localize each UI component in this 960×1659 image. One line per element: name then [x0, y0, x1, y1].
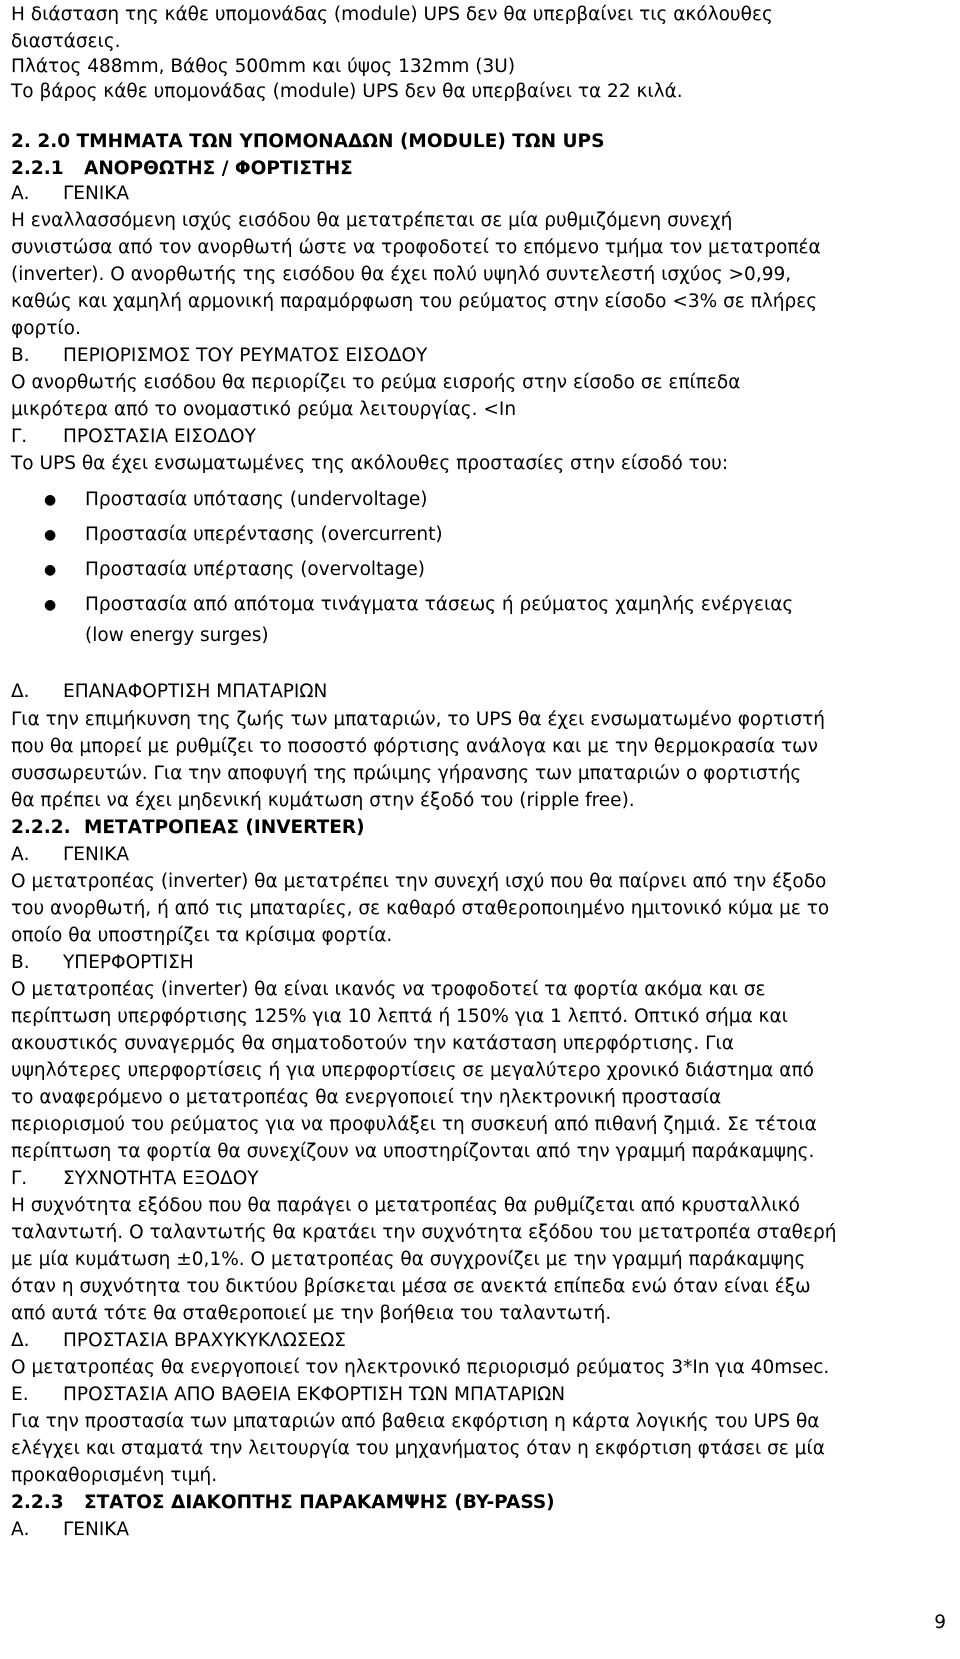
paragraph-line: Η εναλλασσόμενη ισχύς εισόδου θα μετατρέπεται σε μία ρυθμιζόμενη συνεχή: [11, 210, 733, 231]
subheading-label: Γ.: [11, 426, 28, 447]
paragraph-line: από αυτά τότε θα σταθεροποιεί με την βοήθεια του ταλαντωτή.: [11, 1303, 612, 1324]
paragraph-line: συνιστώσα από τον ανορθωτή ώστε να τροφοδοτεί το επόμενο τμήμα τον μετατροπέα: [11, 237, 821, 258]
paragraph-line: ταλαντωτή. Ο ταλαντωτής θα κρατάει την συχνότητα εξόδου του μετατροπέα σταθερή: [11, 1222, 837, 1243]
subheading-title: ΠΕΡΙΟΡΙΣΜΟΣ ΤΟΥ ΡΕΥΜΑΤΟΣ ΕΙΣΟΔΟΥ: [63, 345, 428, 366]
section-title: ΑΝΟΡΘΩΤΗΣ / ΦΟΡΤΙΣΤΗΣ: [84, 158, 353, 179]
bullet-icon: ●: [44, 597, 57, 613]
paragraph-line: περίπτωση τα φορτία θα συνεχίζουν να υποστηρίζονται από την γραμμή παράκαμψης.: [11, 1141, 815, 1162]
subheading-label: Γ.: [11, 1168, 28, 1189]
subheading-input-protection: [11, 426, 256, 448]
subheading-label: Α.: [11, 183, 30, 204]
paragraph-line: Ο μετατροπέας (inverter) θα είναι ικανός να τροφοδοτεί τα φορτία ακόμα και σε: [11, 979, 766, 1000]
list-item: Προστασία υπότασης (undervoltage): [85, 489, 428, 510]
section-heading-rectifier: [11, 158, 353, 180]
section-number: 2.2.3: [11, 1492, 64, 1513]
paragraph-line: όταν η συχνότητα του δικτύου βρίσκεται μέσα σε ανεκτά επίπεδα ενώ όταν είναι έξω: [11, 1276, 811, 1297]
list-item: Προστασία υπερέντασης (overcurrent): [85, 524, 443, 545]
subheading-label: Α.: [11, 1519, 30, 1540]
subheading-title: ΕΠΑΝΑΦΟΡΤΙΣΗ ΜΠΑΤΑΡΙΩΝ: [63, 681, 328, 702]
subheading-output-frequency: [11, 1168, 259, 1190]
paragraph-line: ακουστικός συναγερμός θα σηματοδοτούν την κατάσταση υπερφόρτισης. Για: [11, 1033, 734, 1054]
paragraph-line: καθώς και χαμηλή αρμονική παραμόρφωση του ρεύματος στην είσοδο <3% σε πλήρες: [11, 291, 818, 312]
subheading-label: Β.: [11, 952, 30, 973]
intro-line-4: Το βάρος κάθε υπομονάδας (module) UPS δεν θα υπερβαίνει τα 22 κιλά.: [11, 81, 683, 102]
subheading-overload: [11, 952, 194, 974]
intro-line-3: Πλάτος 488mm, Βάθος 500mm και ύψος 132mm (3U): [11, 56, 516, 77]
section-number: 2.2.1: [11, 158, 64, 179]
section-title: ΣΤΑΤΟΣ ΔΙΑΚΟΠΤΗΣ ΠΑΡΑΚΑΜΨΗΣ (BY-PASS): [84, 1492, 555, 1513]
subheading-title: ΠΡΟΣΤΑΣΙΑ ΑΠΟ ΒΑΘΕΙΑ ΕΚΦΟΡΤΙΣΗ ΤΩΝ ΜΠΑΤΑΡΙΩΝ: [63, 1384, 566, 1405]
subheading-title: ΠΡΟΣΤΑΣΙΑ ΕΙΣΟΔΟΥ: [63, 426, 256, 447]
paragraph-line: περίπτωση υπερφόρτισης 125% για 10 λεπτά ή 150% για 1 λεπτό. Οπτικό σήμα και: [11, 1006, 788, 1027]
subheading-title: ΓΕΝΙΚΑ: [63, 1519, 130, 1540]
paragraph-line: το αναφερόμενο ο μετατροπέας θα ενεργοποιεί την ηλεκτρονική προστασία: [11, 1087, 722, 1108]
subheading-title: ΓΕΝΙΚΑ: [63, 183, 130, 204]
paragraph-line: θα πρέπει να έχει μηδενική κυμάτωση στην έξοδό του (ripple free).: [11, 790, 635, 811]
subheading-label: Δ.: [11, 681, 30, 702]
subheading-title: ΓΕΝΙΚΑ: [63, 844, 130, 865]
paragraph-line: με μία κυμάτωση ±0,1%. Ο μετατροπέας θα συγχρονίζει με την γραμμή παράκαμψης: [11, 1249, 806, 1270]
paragraph-line: οποίο θα υποστηρίζει τα κρίσιμα φορτία.: [11, 925, 393, 946]
subheading-current-limit: [11, 345, 427, 367]
paragraph-line: Για την προστασία των μπαταριών από βαθεια εκφόρτιση η κάρτα λογικής του UPS θα: [11, 1411, 820, 1432]
paragraph-line: φορτίο.: [11, 318, 81, 339]
paragraph-line: Για την επιμήκυνση της ζωής των μπαταριών, το UPS θα έχει ενσωματωμένο φορτιστή: [11, 709, 825, 730]
subheading-label: Ε.: [11, 1384, 29, 1405]
page-number: 9: [934, 1612, 946, 1633]
subheading-label: Β.: [11, 345, 30, 366]
paragraph-line: προκαθορισμένη τιμή.: [11, 1465, 218, 1486]
subheading-title: ΥΠΕΡΦΟΡΤΙΣΗ: [63, 952, 194, 973]
subheading-label: Δ.: [11, 1330, 30, 1351]
subheading-general: [11, 183, 129, 205]
list-item: Προστασία υπέρτασης (overvoltage): [85, 559, 426, 580]
paragraph-line: (inverter). Ο ανορθωτής της εισόδου θα έχει πολύ υψηλό συντελεστή ισχύος >0,99,: [11, 264, 792, 285]
section-title: ΜΕΤΑΤΡΟΠΕΑΣ (INVERTER): [84, 817, 365, 838]
paragraph-line: Ο μετατροπέας θα ενεργοποιεί τον ηλεκτρονικό περιορισμό ρεύματος 3*In για 40msec.: [11, 1357, 830, 1378]
paragraph-line: Η συχνότητα εξόδου που θα παράγει ο μετατροπέας θα ρυθμίζεται από κρυσταλλικό: [11, 1195, 800, 1216]
paragraph-line: που θα μπορεί με ρυθμίζει το ποσοστό φόρτισης ανάλογα και με την θερμοκρασία των: [11, 736, 818, 757]
bullet-icon: ●: [44, 527, 57, 543]
bullet-icon: ●: [44, 492, 57, 508]
paragraph-line: συσσωρευτών. Για την αποφυγή της πρώιμης γήρανσης των μπαταριών ο φορτιστής: [11, 763, 802, 784]
paragraph-line: μικρότερα από το ονομαστικό ρεύμα λειτουργίας. <In: [11, 399, 517, 420]
section-number: 2.2.2.: [11, 817, 71, 838]
paragraph-line: Ο ανορθωτής εισόδου θα περιορίζει το ρεύμα εισροής στην είσοδο σε επίπεδα: [11, 372, 741, 393]
bullet-icon: ●: [44, 562, 57, 578]
list-item-continuation: (low energy surges): [85, 625, 269, 646]
subheading-deep-discharge: [11, 1384, 565, 1406]
intro-line-2: διαστάσεις.: [11, 31, 121, 52]
subheading-battery-recharge: [11, 681, 327, 703]
paragraph-line: περιορισμού του ρεύματος για να προφυλάξει τη συσκευή από πιθανή ζημιά. Σε τέτοια: [11, 1114, 817, 1135]
subheading-general: [11, 844, 129, 866]
subheading-title: ΣΥΧΝΟΤΗΤΑ ΕΞΟΔΟΥ: [63, 1168, 259, 1189]
subheading-label: Α.: [11, 844, 30, 865]
list-item: Προστασία από απότομα τινάγματα τάσεως ή ρεύματος χαμηλής ενέργειας: [85, 594, 794, 615]
section-heading-inverter: [11, 817, 365, 839]
section-heading-bypass: [11, 1492, 555, 1514]
paragraph-line: ελέγχει και σταματά την λειτουργία του μηχανήματος όταν η εκφόρτιση φτάσει σε μία: [11, 1438, 825, 1459]
section-heading-modules: 2. 2.0 ΤΜΗΜΑΤΑ ΤΩΝ ΥΠΟΜΟΝΑΔΩΝ (MODULE) ΤΩΝ UPS: [11, 131, 605, 152]
paragraph-line: Ο μετατροπέας (inverter) θα μετατρέπει την συνεχή ισχύ που θα παίρνει από την έξοδο: [11, 871, 827, 892]
paragraph-line: Το UPS θα έχει ενσωματωμένες της ακόλουθες προστασίες στην είσοδό του:: [11, 453, 729, 474]
paragraph-line: του ανορθωτή, ή από τις μπαταρίες, σε καθαρό σταθεροποιημένο ημιτονικό κύμα με το: [11, 898, 830, 919]
subheading-short-circuit: [11, 1330, 346, 1352]
subheading-general: [11, 1519, 129, 1541]
paragraph-line: υψηλότερες υπερφορτίσεις ή για υπερφορτίσεις σε μεγαλύτερο χρονικό διάστημα από: [11, 1060, 814, 1081]
subheading-title: ΠΡΟΣΤΑΣΙΑ ΒΡΑΧΥΚΥΚΛΩΣΕΩΣ: [63, 1330, 346, 1351]
intro-line-1: Η διάσταση της κάθε υπομονάδας (module) UPS δεν θα υπερβαίνει τις ακόλουθες: [11, 4, 773, 25]
